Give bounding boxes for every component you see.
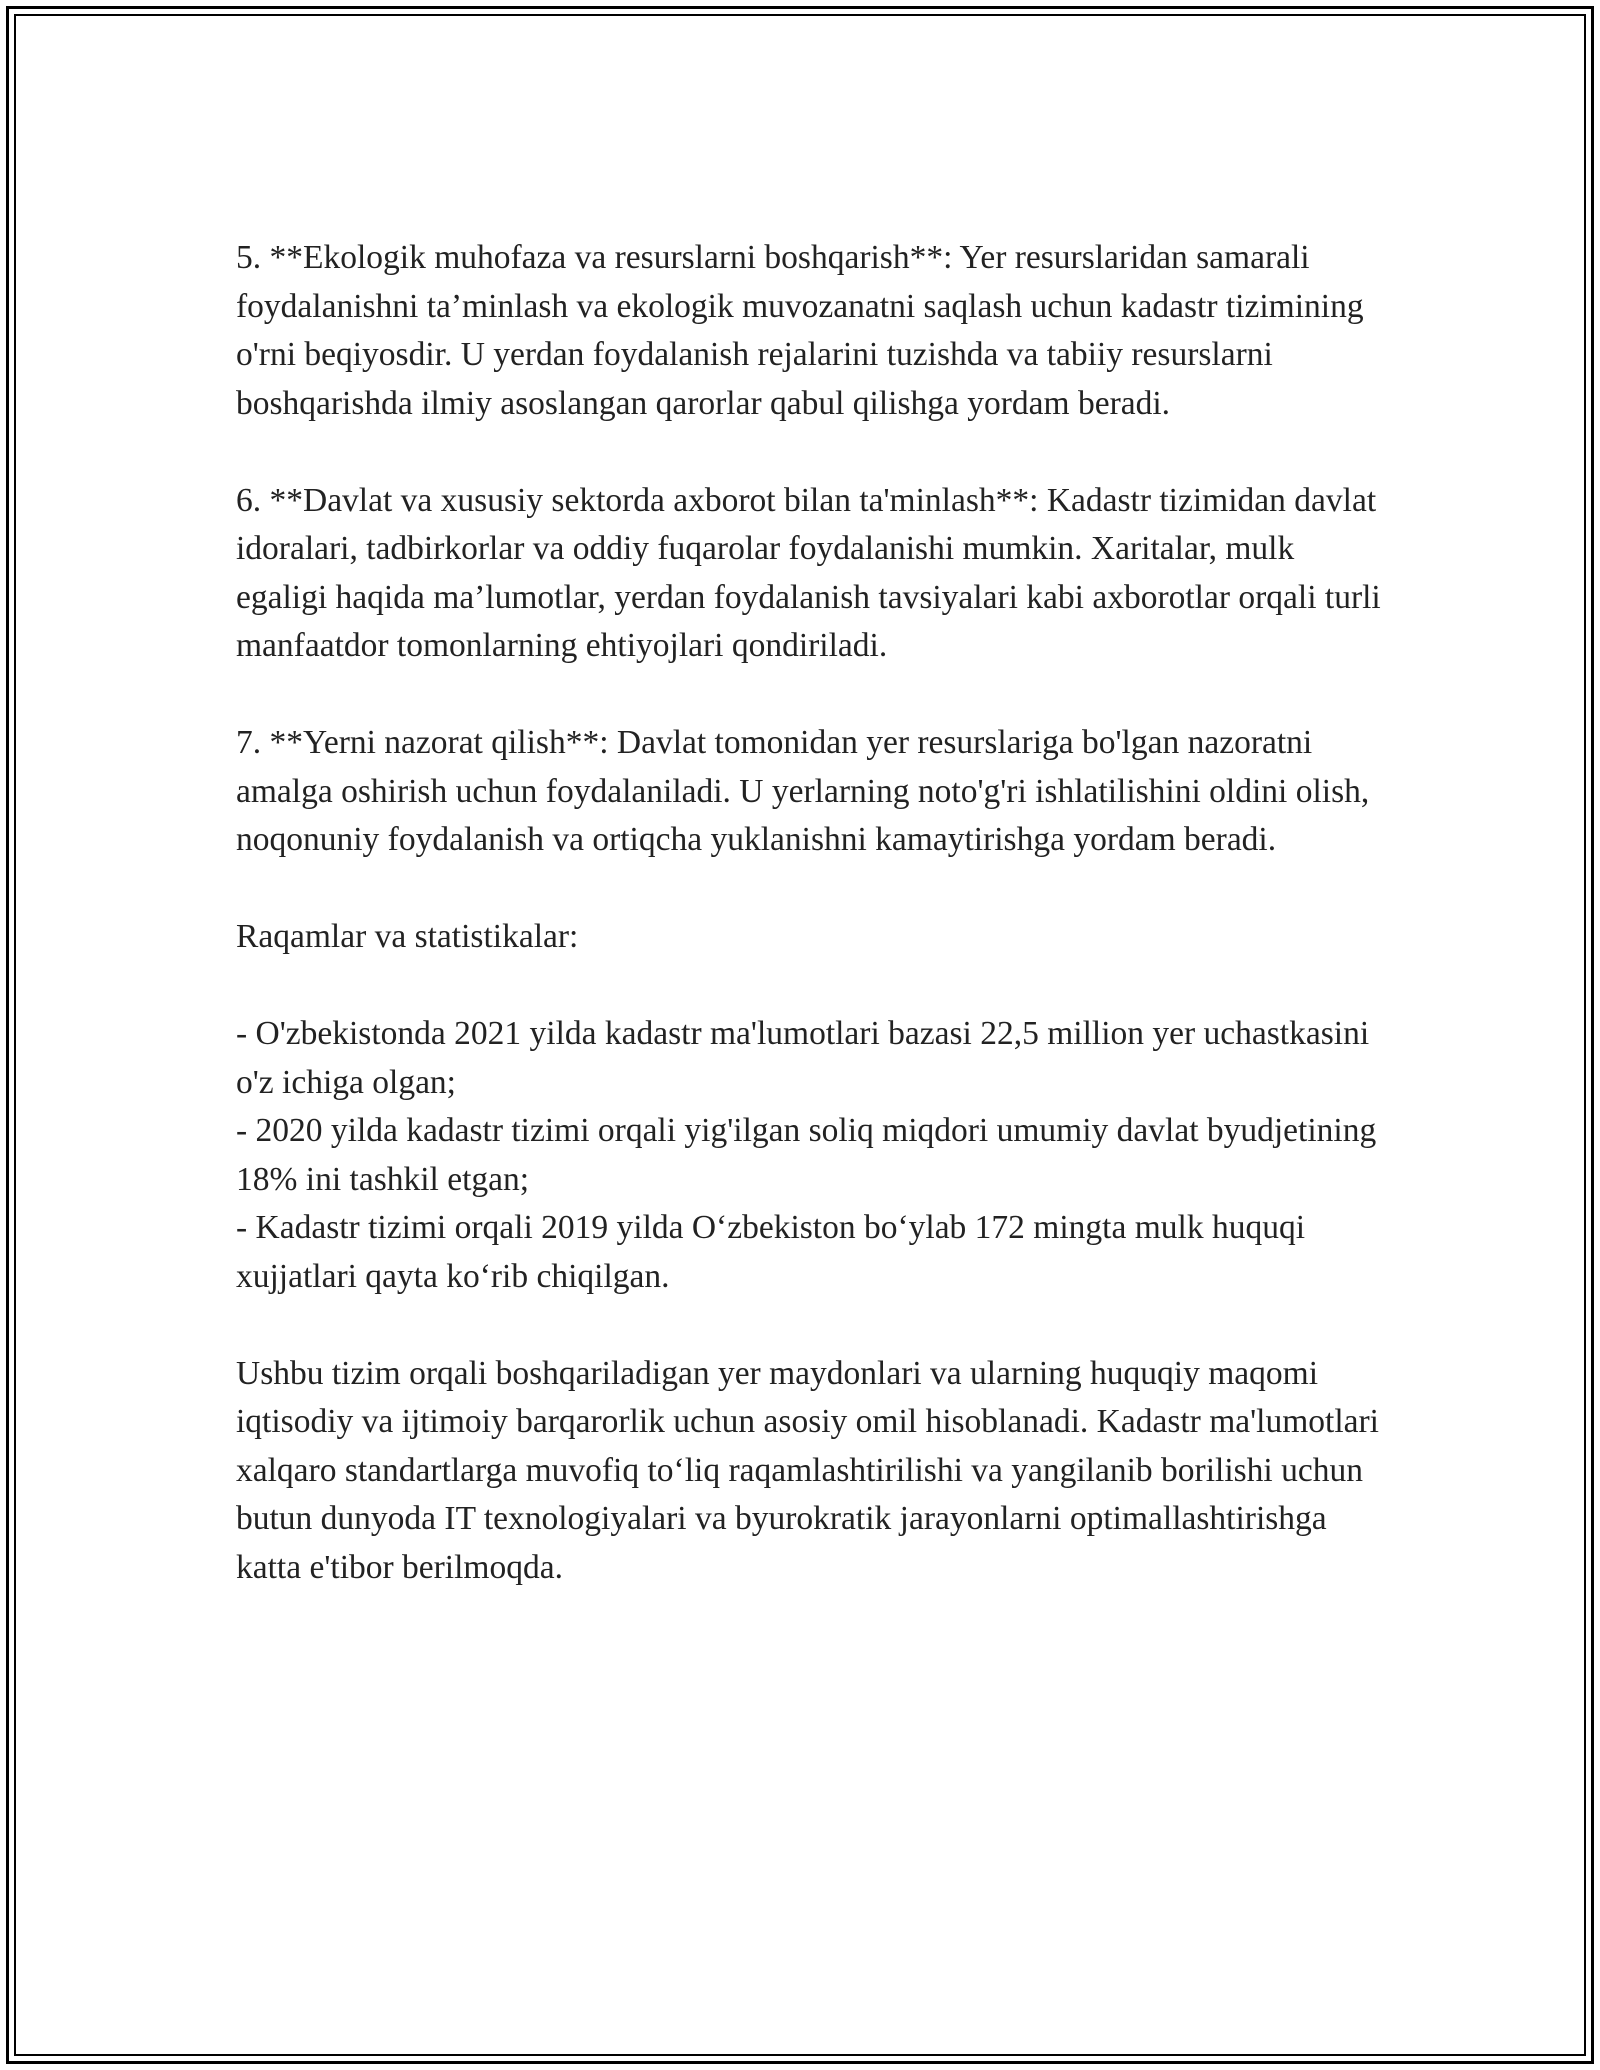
conclusion-paragraph: Ushbu tizim orqali boshqariladigan yer maydonlari va ularning huquqiy maqomi iqtisodiy va ijtimoiy barqarorlik uchun asosiy omil hisoblanadi. Kadastr ma'lumotlari xalqaro standartlarga muvofiq to‘liq raqamlashtirilishi va yangilanib borilishi uchun butun dunyoda IT texnologiyalari va byurokratik jarayonlarni optimallashtirishga katta e'tibor berilmoqda.	[236, 1354, 1379, 1586]
stats-list-item: - Kadastr tizimi orqali 2019 yilda O‘zbekiston bo‘ylab 172 mingta mulk huquqi xujjatlari qayta ko‘rib chiqilgan.	[236, 1209, 1306, 1295]
stats-list-item: - 2020 yilda kadastr tizimi orqali yig'ilgan soliq miqdori umumiy davlat byudjetining 18% ini tashkil etgan;	[236, 1112, 1377, 1198]
numbered-item-6: 6. **Davlat va xususiy sektorda axborot bilan ta'minlash**: Kadastr tizimidan davlat idoralari, tadbirkorlar va oddiy fuqarolar foydalanishi mumkin. Xaritalar, mulk egaligi haqida ma’lumotlar, yerdan foydalanish tavsiyalari kabi axborotlar orqali turli manfaatdor tomonlarning ehtiyojlari qondiriladi.	[236, 481, 1381, 664]
stats-heading: Raqamlar va statistikalar:	[236, 918, 579, 955]
document-body	[236, 234, 1386, 1592]
stats-list-item: - O'zbekistonda 2021 yilda kadastr ma'lumotlari bazasi 22,5 million yer uchastkasini o'z ichiga olgan;	[236, 1015, 1370, 1101]
numbered-item-5: 5. **Ekologik muhofaza va resurslarni boshqarish**: Yer resurslaridan samarali foydalanishni ta’minlash va ekologik muvozanatni saqlash uchun kadastr tizimining o'rni beqiyosdir. U yerdan foydalanish rejalarini tuzishda va tabiiy resurslarni boshqarishda ilmiy asoslangan qarorlar qabul qilishga yordam beradi.	[236, 239, 1364, 422]
numbered-item-7: 7. **Yerni nazorat qilish**: Davlat tomonidan yer resurslariga bo'lgan nazoratni amalga oshirish uchun foydalaniladi. U yerlarning noto'g'ri ishlatilishini oldini olish, noqonuniy foydalanish va ortiqcha yuklanishni kamaytirishga yordam beradi.	[236, 724, 1370, 858]
stats-list	[236, 1010, 1386, 1301]
